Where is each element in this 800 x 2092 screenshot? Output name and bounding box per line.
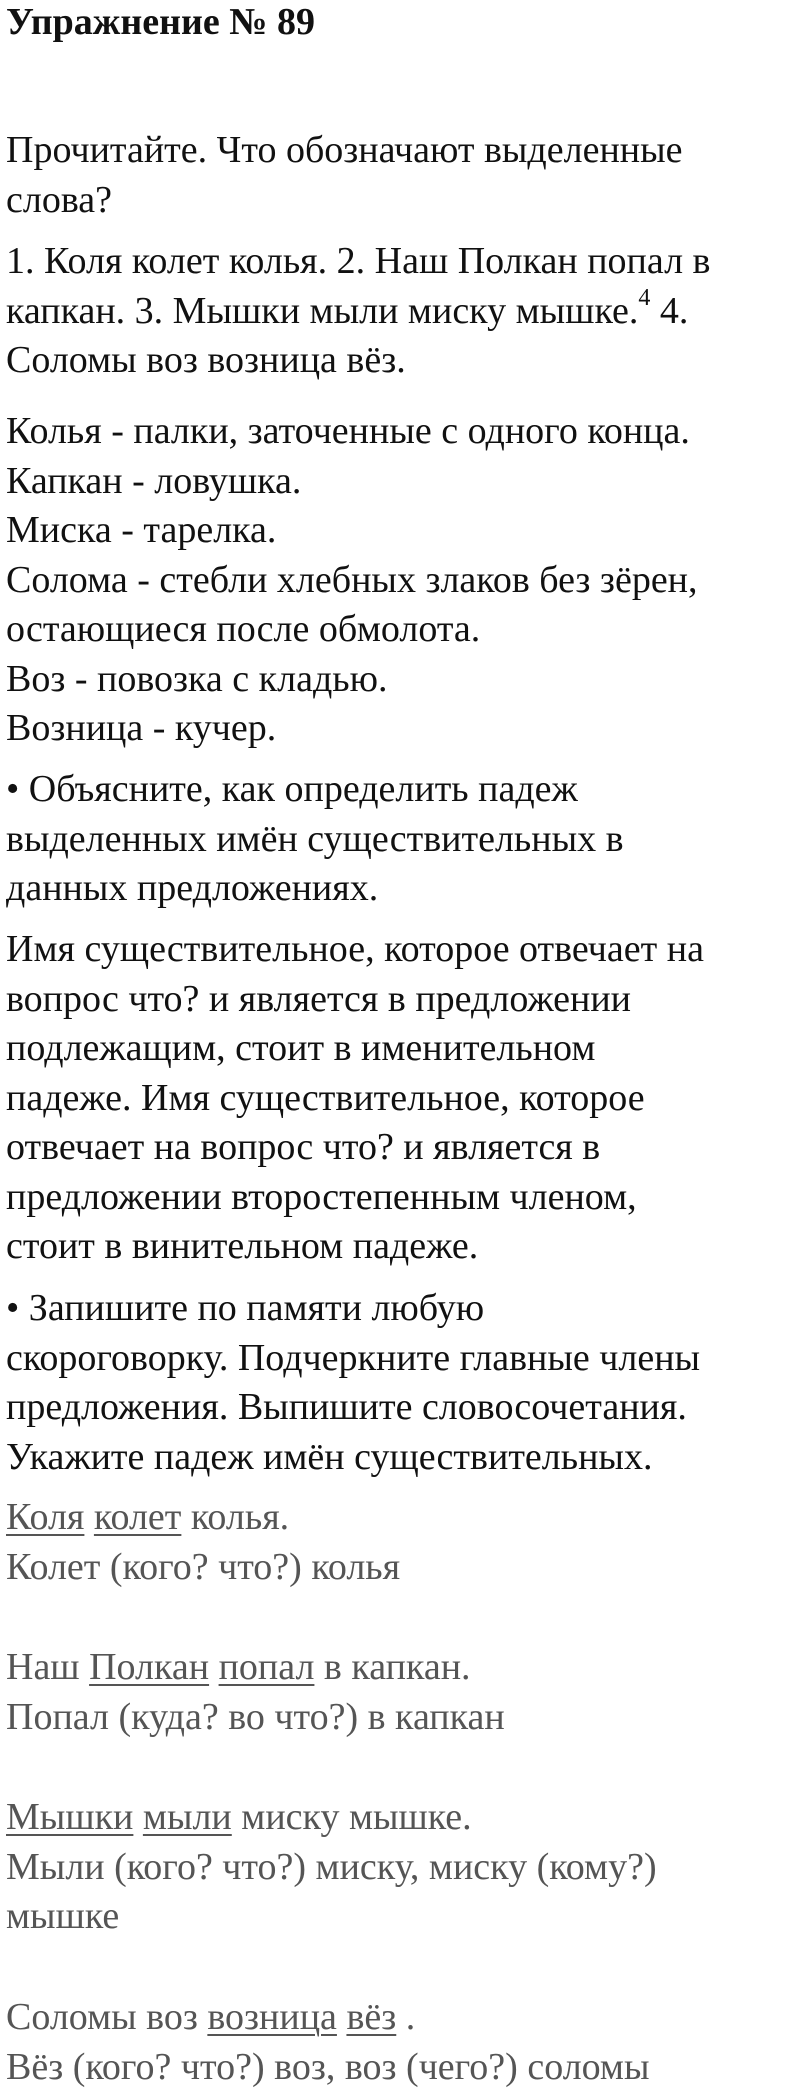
sentence-line: Соломы воз возница вёз. <box>6 336 796 386</box>
task-line: Укажите падеж имён существительных. <box>6 1433 796 1483</box>
sentence-text: 4. <box>650 290 688 332</box>
definition-item: Колья - палки, заточенные с одного конца. <box>6 407 796 457</box>
example-1 <box>6 1493 796 1592</box>
task-line: Прочитайте. Что обозначают выделенные <box>6 126 796 176</box>
sentence-start: Соломы воз <box>6 1996 207 2038</box>
word-combination: мышке <box>6 1892 796 1942</box>
sentence-line: 1. Коля колет колья. 2. Наш Полкан попал в <box>6 237 796 287</box>
answer-line: подлежащим, стоит в именительном <box>6 1024 796 1074</box>
word-combination: Мыли (кого? что?) миску, миску (кому?) <box>6 1843 796 1893</box>
case-answer <box>6 925 796 1272</box>
space <box>84 1496 94 1538</box>
example-sentence <box>6 1793 796 1843</box>
word-combination: Колет (кого? что?) колья <box>6 1543 796 1593</box>
sentence-text: капкан. 3. Мышки мыли миску мышке. <box>6 290 638 332</box>
answer-line: вопрос что? и является в предложении <box>6 975 796 1025</box>
example-2 <box>6 1643 796 1742</box>
example-sentence <box>6 1493 796 1543</box>
task-read-prompt <box>6 126 796 225</box>
example-3 <box>6 1793 796 1942</box>
task-write-prompt <box>6 1284 796 1482</box>
subject-word: возница <box>207 1996 337 2038</box>
definitions-list <box>6 407 796 754</box>
answer-line: предложении второстепенным членом, <box>6 1173 796 1223</box>
definition-item: Возница - кучер. <box>6 704 796 754</box>
subject-word: Коля <box>6 1496 84 1538</box>
sentence-rest: в капкан. <box>314 1646 470 1688</box>
predicate-word: попал <box>219 1646 315 1688</box>
space <box>337 1996 347 2038</box>
tongue-twister-sentences <box>6 237 796 386</box>
subject-word: Полкан <box>89 1646 209 1688</box>
example-sentence <box>6 1993 796 2043</box>
exercise-title: Упражнение № 89 <box>6 2 315 42</box>
footnote-marker: 4 <box>638 285 650 311</box>
predicate-word: мыли <box>143 1796 232 1838</box>
answer-line: стоит в винительном падеже. <box>6 1222 796 1272</box>
definition-item: Миска - тарелка. <box>6 506 796 556</box>
subject-word: Мышки <box>6 1796 133 1838</box>
task-line: скороговорку. Подчеркните главные члены <box>6 1334 796 1384</box>
predicate-word: колет <box>94 1496 181 1538</box>
sentence-rest: колья. <box>181 1496 289 1538</box>
example-4 <box>6 1993 796 2092</box>
answer-line: падеже. Имя существительное, которое <box>6 1074 796 1124</box>
definition-item: остающиеся после обмолота. <box>6 605 796 655</box>
answer-line: отвечает на вопрос что? и является в <box>6 1123 796 1173</box>
task-line: предложения. Выпишите словосочетания. <box>6 1383 796 1433</box>
sentence-line <box>6 287 796 337</box>
task-line: выделенных имён существительных в <box>6 815 796 865</box>
space <box>209 1646 219 1688</box>
word-combination: Вёз (кого? что?) воз, воз (чего?) соломы <box>6 2043 796 2092</box>
task-line: слова? <box>6 176 796 226</box>
example-sentence <box>6 1643 796 1693</box>
word-combination: Попал (куда? во что?) в капкан <box>6 1693 796 1743</box>
task-case-prompt <box>6 765 796 914</box>
task-line: • Объясните, как определить падеж <box>6 765 796 815</box>
definition-item: Капкан - ловушка. <box>6 457 796 507</box>
sentence-rest: миску мышке. <box>232 1796 472 1838</box>
sentence-rest: . <box>396 1996 415 2038</box>
task-line: данных предложениях. <box>6 864 796 914</box>
definition-item: Солома - стебли хлебных злаков без зёрен, <box>6 556 796 606</box>
task-line: • Запишите по памяти любую <box>6 1284 796 1334</box>
answer-line: Имя существительное, которое отвечает на <box>6 925 796 975</box>
predicate-word: вёз <box>346 1996 396 2038</box>
space <box>133 1796 143 1838</box>
sentence-start: Наш <box>6 1646 89 1688</box>
definition-item: Воз - повозка с кладью. <box>6 655 796 705</box>
